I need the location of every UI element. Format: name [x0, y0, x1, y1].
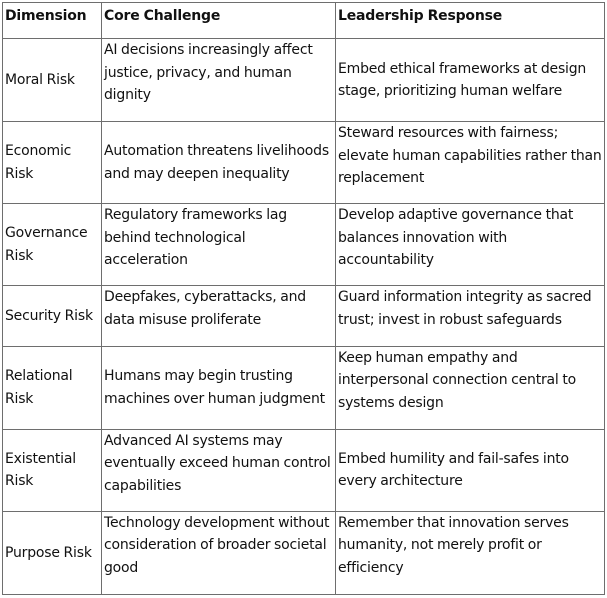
- cell-challenge: AI decisions increasingly affect justice, privacy, and human dignity: [102, 39, 336, 122]
- table-row: [3, 39, 605, 122]
- cell-dimension: Security Risk: [3, 286, 102, 346]
- table-row: [3, 286, 605, 346]
- cell-challenge: Automation threatens livelihoods and may deepen inequality: [102, 122, 336, 204]
- cell-challenge: Deepfakes, cyberattacks, and data misuse proliferate: [102, 286, 336, 346]
- table-row: [3, 511, 605, 594]
- table-header-row: [3, 3, 605, 39]
- cell-challenge: Advanced AI systems may eventually exceed human control capabilities: [102, 429, 336, 511]
- cell-dimension: Purpose Risk: [3, 511, 102, 594]
- cell-response: Develop adaptive governance that balances innovation with accountability: [336, 204, 605, 286]
- risk-table-container: [2, 2, 604, 595]
- cell-challenge: Humans may begin trusting machines over human judgment: [102, 346, 336, 429]
- header-core-challenge: Core Challenge: [102, 3, 336, 39]
- cell-dimension: Governance Risk: [3, 204, 102, 286]
- cell-challenge: Regulatory frameworks lag behind technological acceleration: [102, 204, 336, 286]
- cell-response: Remember that innovation serves humanity, not merely profit or efficiency: [336, 511, 605, 594]
- cell-response: Embed humility and fail-safes into every architecture: [336, 429, 605, 511]
- cell-challenge: Technology development without consideration of broader societal good: [102, 511, 336, 594]
- header-dimension: Dimension: [3, 3, 102, 39]
- risk-leadership-table: [2, 2, 605, 595]
- table-row: [3, 346, 605, 429]
- cell-dimension: Relational Risk: [3, 346, 102, 429]
- cell-response: Keep human empathy and interpersonal connection central to systems design: [336, 346, 605, 429]
- cell-response: Steward resources with fairness; elevate human capabilities rather than replacement: [336, 122, 605, 204]
- table-row: [3, 204, 605, 286]
- table-row: [3, 429, 605, 511]
- cell-response: Embed ethical frameworks at design stage, prioritizing human welfare: [336, 39, 605, 122]
- cell-response: Guard information integrity as sacred trust; invest in robust safeguards: [336, 286, 605, 346]
- cell-dimension: Economic Risk: [3, 122, 102, 204]
- cell-dimension: Existential Risk: [3, 429, 102, 511]
- header-leadership-response: Leadership Response: [336, 3, 605, 39]
- cell-dimension: Moral Risk: [3, 39, 102, 122]
- table-row: [3, 122, 605, 204]
